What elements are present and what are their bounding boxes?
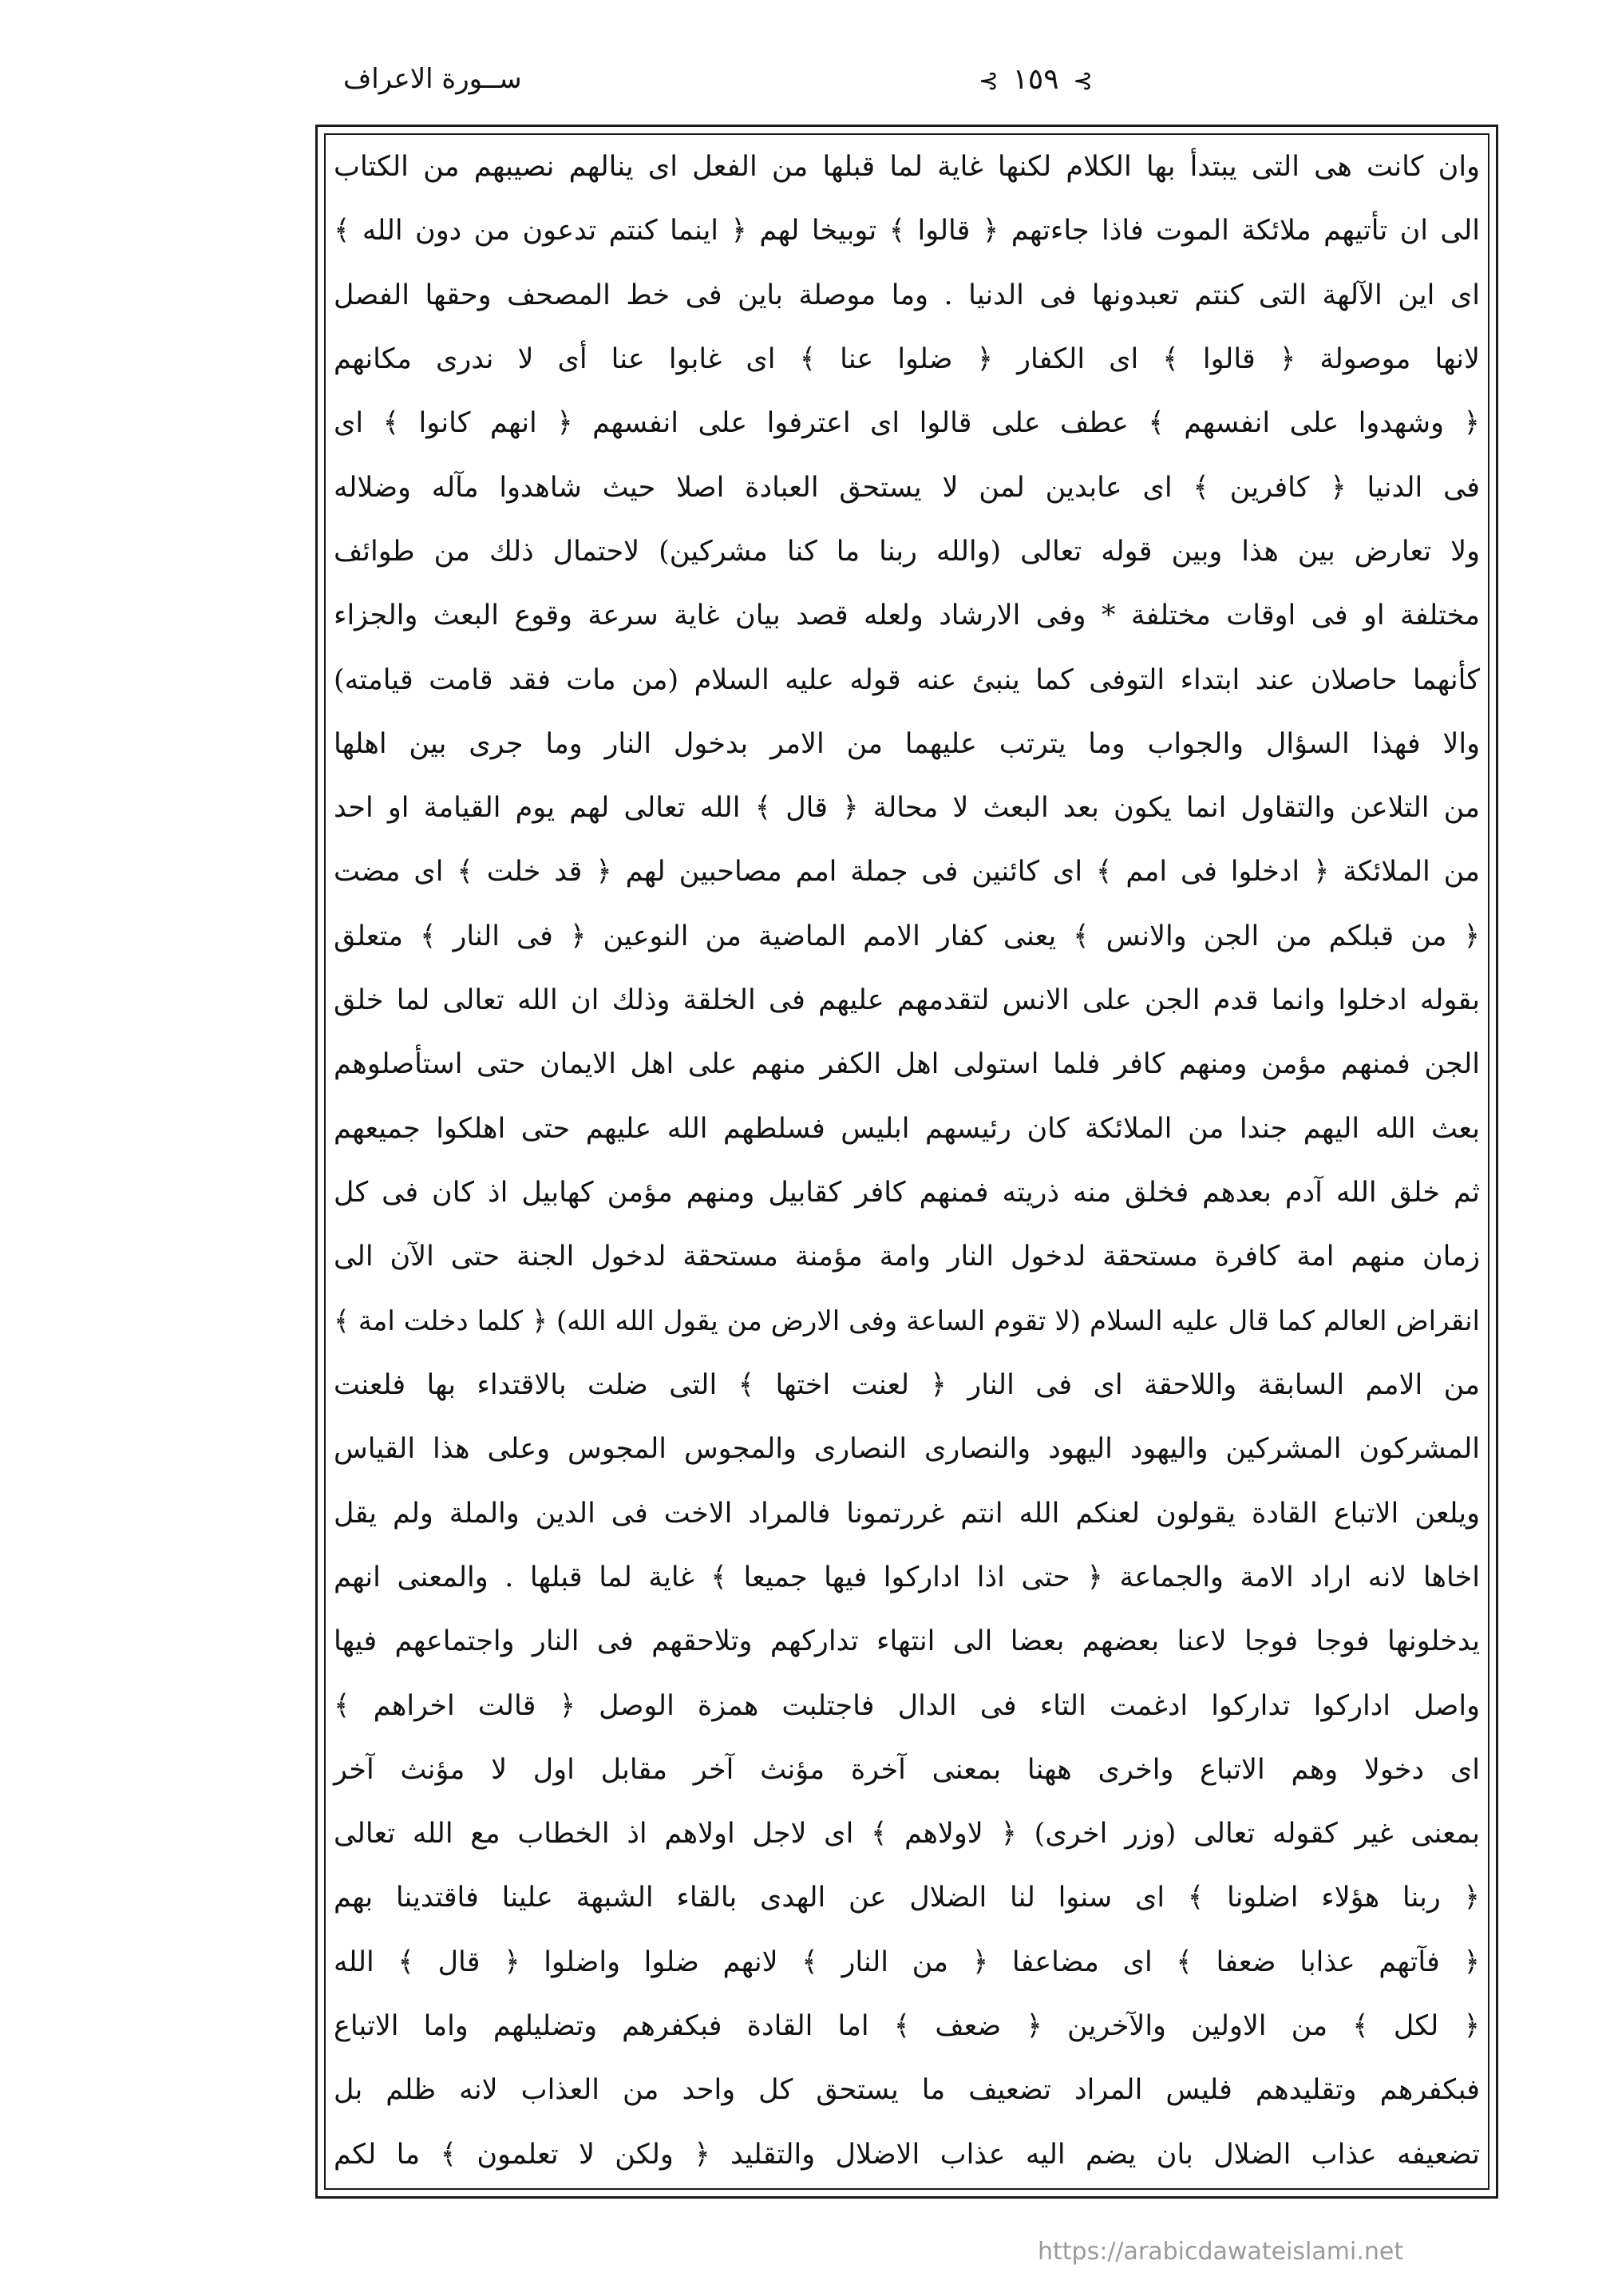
text-line: تضعيفه عذاب الضلال بان يضم اليه عذاب الاضلال والتقليد ﴿ ولكن لا تعلمون ﴾ ما لكم (334, 2138, 1480, 2171)
text-line: الى ان تأتيهم ملائكة الموت فاذا جاءتهم ﴿ قالوا ﴾ توبيخا لهم ﴿ اينما كنتم تدعون من دون الله ﴾ (334, 215, 1480, 247)
text-line: بقوله ادخلوا وانما قدم الجن على الانس لتقدمهم عليهم فى الخلقة وذلك ان الله تعالى لما خلق (334, 984, 1480, 1017)
text-line: لانها موصولة ﴿ قالوا ﴾ اى الكفار ﴿ ضلوا عنا ﴾ اى غابوا عنا أى لا ندرى مكانهم (334, 342, 1480, 375)
text-line: فى الدنيا ﴿ كافرين ﴾ اى عابدين لمن لا يستحق العبادة اصلا حيث شاهدوا مآله وضلاله (334, 471, 1480, 504)
text-line: ﴿ لكل ﴾ من الاولين والآخرين ﴿ ضعف ﴾ اما القادة فبكفرهم وتضليلهم واما الاتباع (334, 2010, 1480, 2043)
page-number-text: ١٥٩ (1012, 63, 1059, 96)
text-line: من الامم السابقة واللاحقة اى فى النار ﴿ لعنت اختها ﴾ التى ضلت بالاقتداء بها فلعنت (334, 1368, 1480, 1401)
text-line: يدخلونها فوجا فوجا لاعنا بعضهم بعضا الى انتهاء تداركهم وتلاحقهم فى النار واجتماعهم فيها (334, 1625, 1480, 1658)
text-line: اى دخولا وهم الاتباع واخرى ههنا بمعنى آخرة مؤنث آخر مقابل اول لا مؤنث آخر (334, 1753, 1480, 1786)
text-line: اخاها لانه اراد الامة والجماعة ﴿ حتى اذا اداركوا فيها جميعا ﴾ غاية لما قبلها . والمعنى انهم (334, 1561, 1480, 1593)
text-line: بعث الله اليهم جندا من الملائكة كان رئيسهم ابليس فسلطهم الله عليهم حتى اهلكوا جميعهم (334, 1112, 1480, 1145)
text-line: ويلعن الاتباع القادة يقولون لعنكم الله انتم غررتمونا فالمراد الاخت فى الدين والملة ولم يقل (334, 1497, 1480, 1530)
text-line: فبكفرهم وتقليدهم فليس المراد تضعيف ما يستحق كل واحد من العذاب لانه ظلم بل (334, 2074, 1480, 2107)
text-line: ثم خلق الله آدم بعدهم فخلق منه ذريته فمنهم كافر كقابيل ومنهم مؤمن كهابيل اذ كان فى كل (334, 1177, 1480, 1209)
text-line: من التلاعن والتقاول انما يكون بعد البعث لا محالة ﴿ قال ﴾ الله تعالى لهم يوم القيامة او احد (334, 792, 1480, 825)
ornament-left-icon: ⊱ (1073, 67, 1094, 95)
commentary-text-block (326, 136, 1488, 2187)
text-line: ﴿ من قبلكم من الجن والانس ﴾ يعنى كفار الامم الماضية من النوعين ﴿ فى النار ﴾ متعلق (334, 920, 1480, 952)
text-line: زمان منهم امة كافرة مستحقة لدخول النار وامة مؤمنة مستحقة لدخول الجنة حتى الآن الى (334, 1241, 1480, 1273)
text-line: اى اين الآلهة التى كنتم تعبدونها فى الدنيا . وما موصلة باين فى خط المصحف وحقها الفصل (334, 279, 1480, 311)
text-line: واصل اداركوا تداركوا ادغمت التاء فى الدال فاجتلبت همزة الوصل ﴿ قالت اخراهم ﴾ (334, 1689, 1480, 1722)
text-line: بمعنى غير كقوله تعالى (وزر اخرى) ﴿ لاولاهم ﴾ اى لاجل اولاهم اذ الخطاب مع الله تعالى (334, 1818, 1480, 1851)
watermark-url: https://arabicdawateislami.net (1038, 2238, 1404, 2266)
ornament-right-icon: ⊱ (979, 67, 999, 95)
text-line: انقراض العالم كما قال عليه السلام (لا تقوم الساعة وفى الارض من يقول الله الله) ﴿ كلما دخلت امة ﴾ (334, 1304, 1480, 1337)
page-number (974, 65, 1098, 94)
text-line: ﴿ وشهدوا على انفسهم ﴾ عطف على قالوا اى اعترفوا على انفسهم ﴿ انهم كانوا ﴾ اى (334, 407, 1480, 440)
text-line: ﴿ ربنا هؤلاء اضلونا ﴾ اى سنوا لنا الضلال عن الهدى بالقاء الشبهة علينا فاقتدينا بهم (334, 1882, 1480, 1914)
text-line: مختلفة او فى اوقات مختلفة * وفى الارشاد ولعله قصد بيان غاية سرعة وقوع البعث والجزاء (334, 600, 1480, 632)
surah-title: ســورة الاعراف (343, 63, 522, 95)
page-header (136, 62, 1533, 118)
text-line: المشركون المشركين واليهود اليهود والنصارى النصارى والمجوس المجوس وعلى هذا القياس (334, 1433, 1480, 1466)
text-line: ﴿ فآتهم عذابا ضعفا ﴾ اى مضاعفا ﴿ من النار ﴾ لانهم ضلوا واضلوا ﴿ قال ﴾ الله (334, 1946, 1480, 1978)
text-line: وان كانت هى التى يبتدأ بها الكلام لكنها غاية لما قبلها من الفعل اى ينالهم نصيبهم من الكتاب (334, 151, 1480, 183)
text-line: ولا تعارض بين هذا وبين قوله تعالى (والله ربنا ما كنا مشركين) لاحتمال ذلك من طوائف (334, 535, 1480, 568)
text-line: كأنهما حاصلان عند ابتداء التوفى كما ينبئ عنه قوله عليه السلام (من مات فقد قامت قيامته) (334, 663, 1480, 696)
text-line: الجن فمنهم مؤمن ومنهم كافر فلما استولى اهل الكفر منهم على اهل الايمان حتى استأصلوهم (334, 1048, 1480, 1081)
text-line: والا فهذا السؤال والجواب وما يترتب عليهما من الامر بدخول النار وما جرى بين اهلها (334, 727, 1480, 760)
text-line: من الملائكة ﴿ ادخلوا فى امم ﴾ اى كائنين فى جملة امم مصاحبين لهم ﴿ قد خلت ﴾ اى مضت (334, 856, 1480, 889)
